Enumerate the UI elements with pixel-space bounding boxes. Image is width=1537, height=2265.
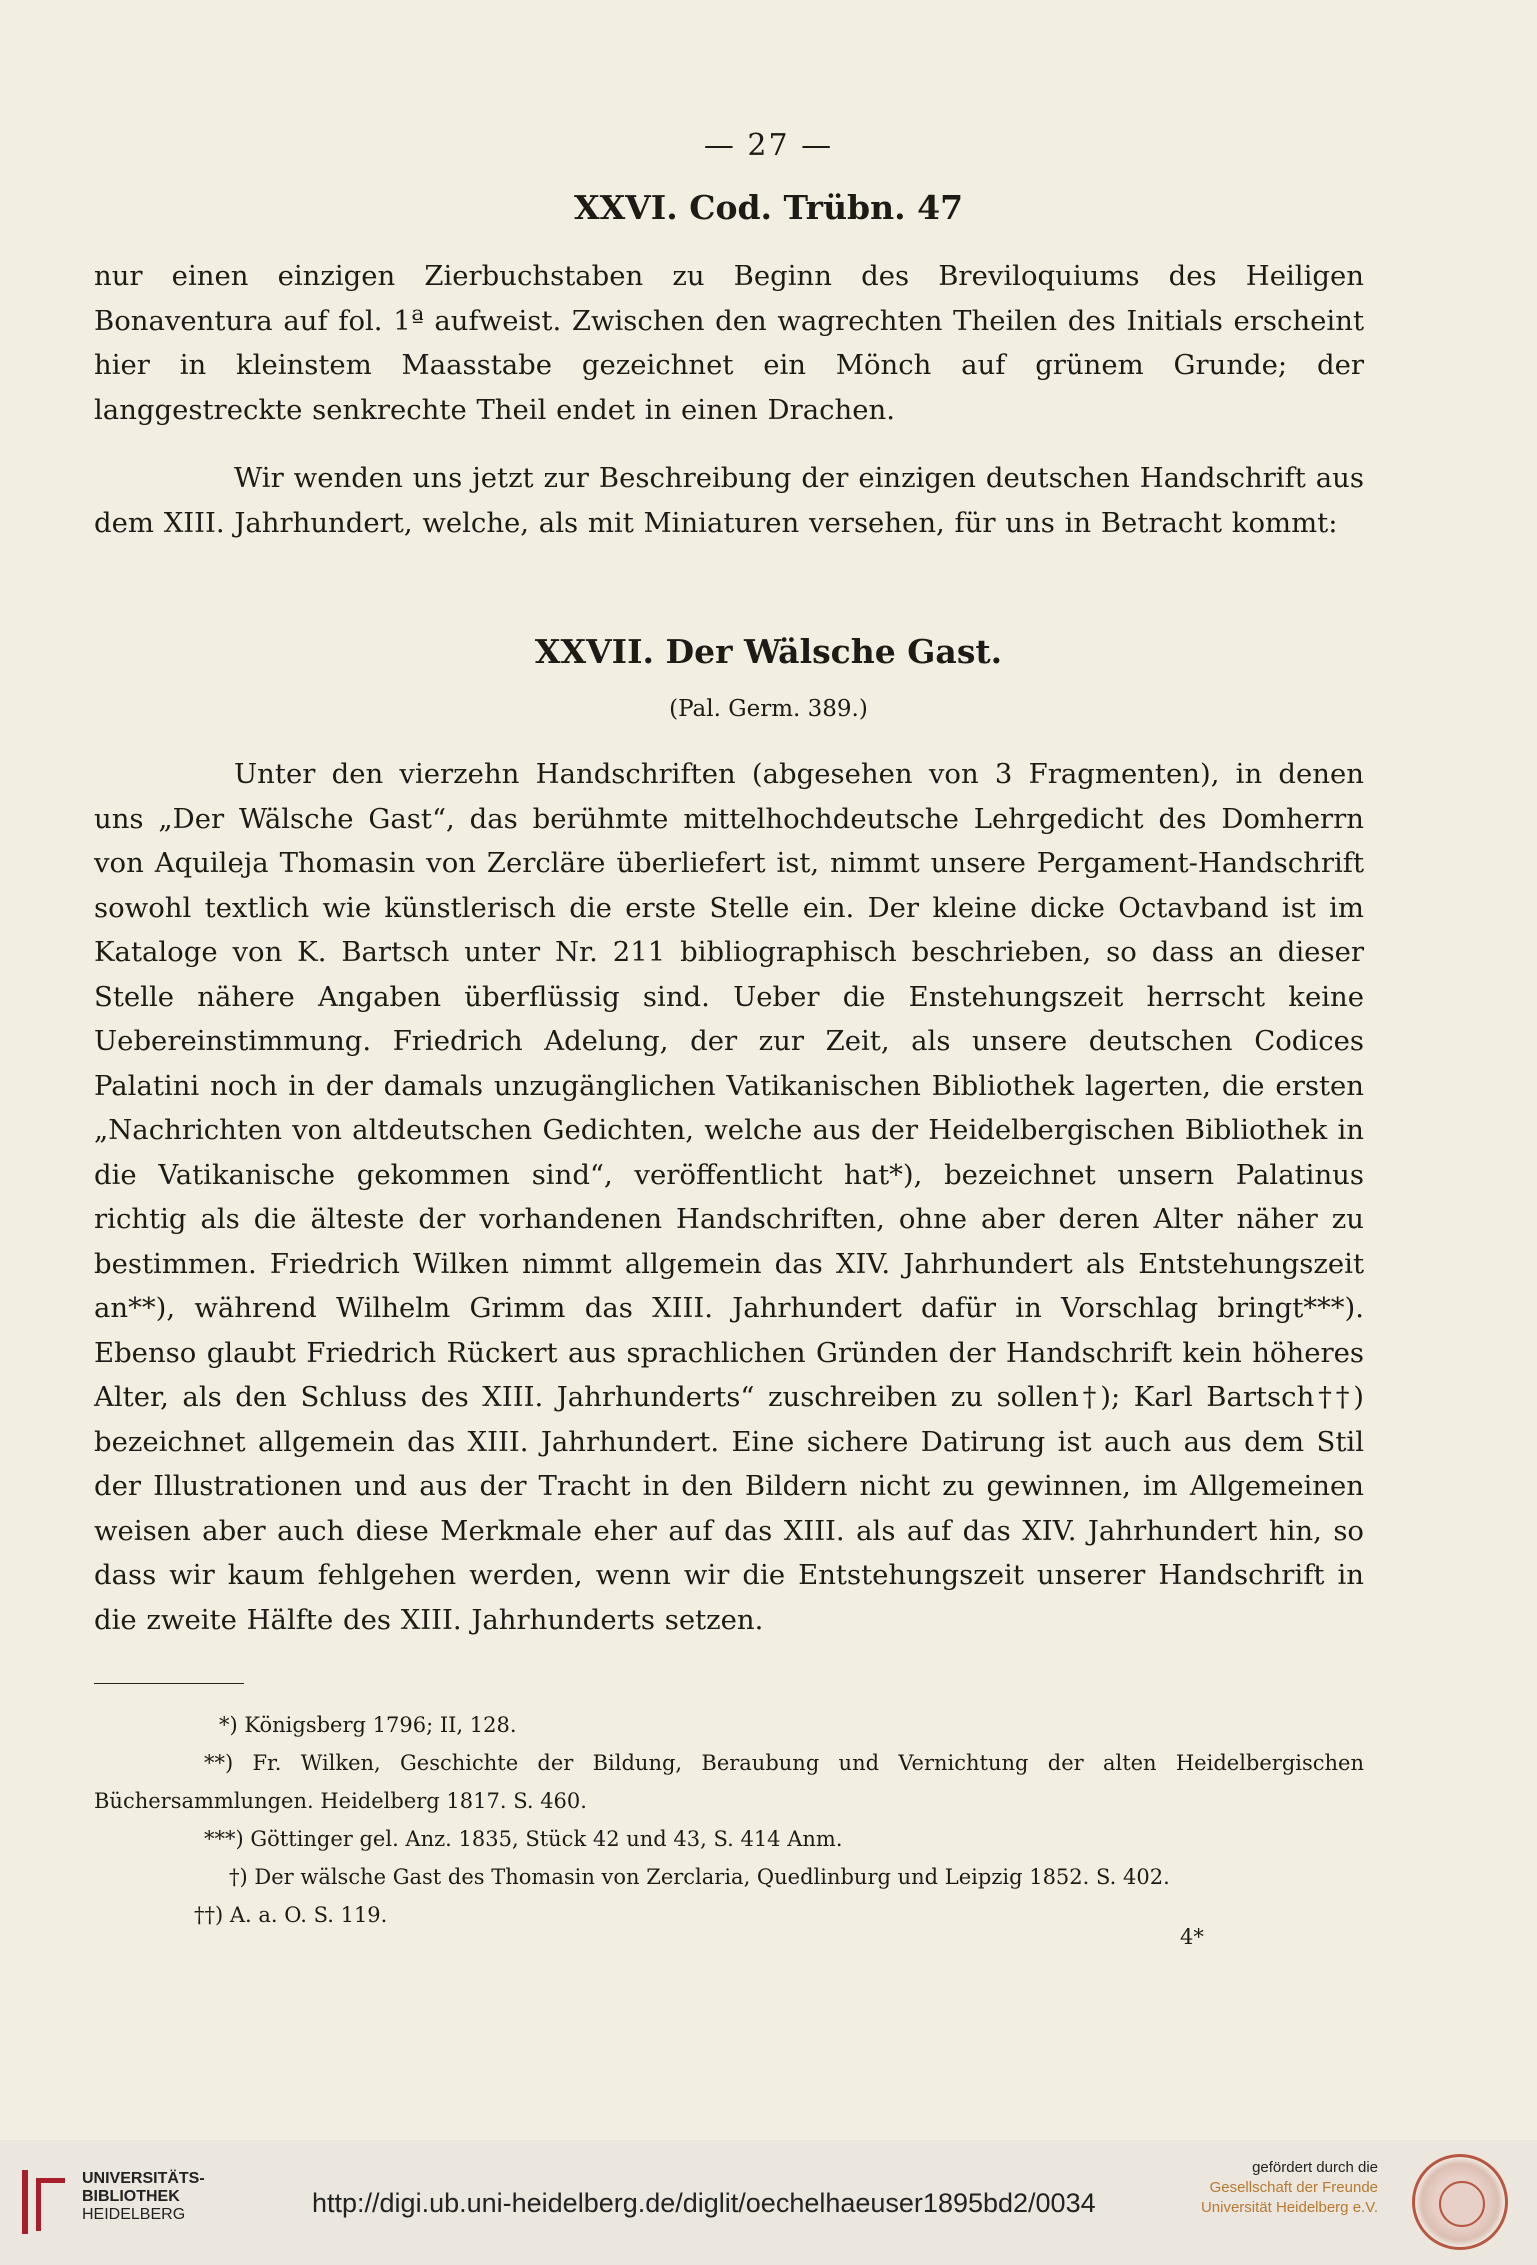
footnote-2: **) Fr. Wilken, Geschichte der Bildung, Beraubung und Vernichtung der alten Heidelbergischen Büchersammlungen. Heidelberg 1817. S. 460. — [94, 1751, 1364, 1813]
footnote-5: ††) A. a. O. S. 119. — [194, 1903, 388, 1927]
footnotes — [94, 1706, 1364, 1934]
page-number: — 27 — — [703, 128, 834, 163]
section-heading-xxvii: XXVII. Der Wälsche Gast. — [534, 632, 1003, 671]
library-line-2: BIBLIOTHEK — [82, 2188, 180, 2205]
paragraph-3: Unter den vierzehn Handschriften (abgesehen von 3 Fragmenten), in denen uns „Der Wälsche Gast“, das berühmte mittelhochdeutsche Lehrgedicht des Domherrn von Aquileja Thomasin von Zercläre überliefert ist, nimmt unsere Pergament-Handschrift sowohl textlich wie künstlerisch die erste Stelle ein. Der kleine dicke Octavband ist im Kataloge von K. Bartsch unter Nr. 211 bibliographisch beschrieben, so dass an dieser Stelle nähere Angaben überflüssig sind. Ueber die Enstehungszeit herrscht keine Uebereinstimmung. Friedrich Adelung, der zur Zeit, als unsere deutschen Codices Palatini noch in der damals unzugänglichen Vatikanischen Bibliothek lagerten, die ersten „Nachrichten von altdeutschen Gedichten, welche aus der Heidelbergischen Bibliothek in die Vatikanische gekommen sind“, veröffentlicht hat*), bezeichnet unsern Palatinus richtig als die älteste der vorhandenen Handschriften, ohne aber deren Alter näher zu bestimmen. Friedrich Wilken nimmt allgemein das XIV. Jahrhundert als Entstehungszeit an**), während Wilhelm Grimm das XIII. Jahrhundert dafür in Vorschlag bringt***). Ebenso glaubt Friedrich Rückert aus sprachlichen Gründen der Handschrift kein höheres Alter, als den Schluss des XIII. Jahrhunderts“ zuschreiben zu sollen†); Karl Bartsch††) bezeichnet allgemein das XIII. Jahrhundert. Eine sichere Datirung ist auch aus dem Stil der Illustrationen und aus der Tracht in den Bildern nicht zu gewinnen, im Allgemeinen weisen aber auch diese Merkmale eher auf das XIII. als auf das XIV. Jahrhundert hin, so dass wir kaum fehlgehen werden, wenn wir die Entstehungszeit unserer Handschrift in die zweite Hälfte des XIII. Jahrhunderts setzen. — [94, 758, 1364, 1636]
permalink-url[interactable]: http://digi.ub.uni-heidelberg.de/diglit/oechelhaeuser1895bd2/0034 — [312, 2188, 1096, 2218]
sponsor-line-2: Gesellschaft der Freunde — [1209, 2179, 1378, 2196]
university-seal-icon — [1412, 2154, 1508, 2250]
sponsor-line-1: gefördert durch die — [1252, 2159, 1378, 2176]
footnote-3: ***) Göttinger gel. Anz. 1835, Stück 42 und 43, S. 414 Anm. — [204, 1827, 843, 1851]
paragraph-2: Wir wenden uns jetzt zur Beschreibung der einzigen deutschen Handschrift aus dem XIII. Jahrhundert, welche, als mit Miniaturen versehen, für uns in Betracht kommt: — [94, 462, 1364, 539]
footnote-divider — [94, 1683, 244, 1684]
paragraph-2-block — [94, 456, 1364, 545]
digitization-footer — [0, 2140, 1537, 2265]
library-name — [82, 2170, 205, 2224]
section-subheading: (Pal. Germ. 389.) — [669, 696, 868, 722]
section-heading-xxvi: XXVI. Cod. Trübn. 47 — [573, 188, 964, 227]
footnote-4: †) Der wälsche Gast des Thomasin von Zerclaria, Quedlinburg und Leipzig 1852. S. 402. — [229, 1865, 1170, 1889]
library-line-1: UNIVERSITÄTS- — [82, 2170, 205, 2187]
sponsor-line-3: Universität Heidelberg e.V. — [1200, 2199, 1378, 2216]
paragraph-1-block — [94, 254, 1364, 432]
library-line-3: HEIDELBERG — [82, 2206, 186, 2223]
footnote-1: *) Königsberg 1796; II, 128. — [219, 1713, 517, 1737]
paragraph-3-block — [94, 752, 1364, 1642]
signature-mark: 4* — [1180, 1925, 1204, 1949]
library-logo-icon — [22, 2170, 68, 2234]
sponsor-text — [1188, 2158, 1378, 2218]
paragraph-1: nur einen einzigen Zierbuchstaben zu Beginn des Breviloquiums des Heiligen Bonaventura auf fol. 1ª aufweist. Zwischen den wagrechten Theilen des Initials erscheint hier in kleinstem Maasstabe gezeichnet ein Mönch auf grünem Grunde; der langgestreckte senkrechte Theil endet in einen Drachen. — [94, 260, 1364, 426]
